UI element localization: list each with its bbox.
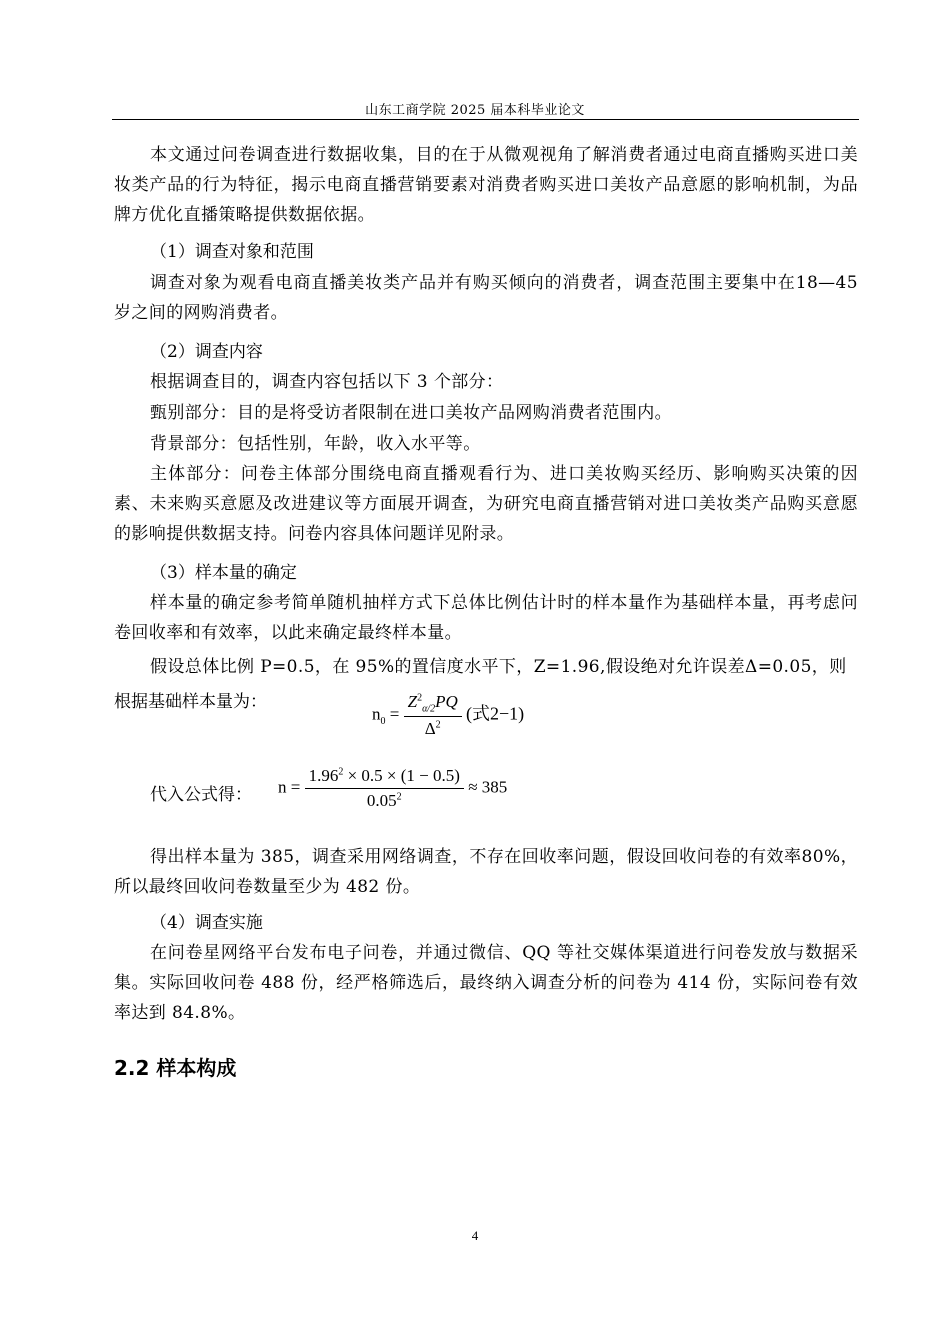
page-number: 4 — [471, 1228, 479, 1243]
formula2-lhs: n = — [278, 777, 301, 797]
formula2-intro: 代入公式得： — [150, 785, 252, 805]
paragraph-subjects: 调查对象为观看电商直播美妆类产品并有购买倾向的消费者，调查范围主要集中在18—45 岁之间的网购消费者。 — [114, 273, 858, 323]
paragraph-sample-size: 样本量的确定参考简单随机抽样方式下总体比例估计时的样本量作为基础样本量，再考虑问卷回收率和有效率，以此来确定最终样本量。 — [114, 593, 858, 643]
formula1-lhs-sub: 0 — [380, 716, 386, 727]
header-rule — [112, 119, 859, 120]
paragraph-background: 背景部分：包括性别，年龄，收入水平等。 — [150, 434, 481, 454]
formula1-fraction — [404, 692, 462, 739]
formula1-delta: Δ — [424, 719, 436, 739]
running-header: 山东工商学院 2025 届本科毕业论文 — [365, 103, 585, 118]
formula2-005-sup: 2 — [396, 791, 402, 803]
paragraph-intro: 本文通过问卷调查进行数据收集，目的在于从微观视角了解消费者通过电商直播购买进口美妆类产品的行为特征，揭示电商直播营销要素对消费者购买进口美妆产品意愿的影响机制，为品牌方优化直播策略提供数据依据。 — [114, 145, 858, 225]
subheading-content: （2）调查内容 — [150, 342, 263, 362]
formula1-z: Z — [407, 692, 418, 711]
paragraph-content-intro: 根据调查目的，调查内容包括以下 3 个部分： — [150, 372, 504, 392]
subheading-subjects: （1）调查对象和范围 — [150, 242, 314, 262]
formula1-lhs: n — [372, 704, 381, 724]
paragraph-assumption: 假设总体比例 P=0.5，在 95%的置信度水平下，Z=1.96,假设绝对允许误差Δ=0.05，则 — [150, 657, 847, 677]
paragraph-assumption-cont: 根据基础样本量为： — [114, 692, 267, 712]
formula1-delta-sup: 2 — [435, 719, 441, 731]
paragraph-screening: 甄别部分：目的是将受访者限制在进口美妆产品网购消费者范围内。 — [150, 403, 672, 423]
paragraph-result: 得出样本量为 385，调查采用网络调查，不存在回收率问题，假设回收问卷的有效率80%，所以最终回收问卷数量至少为 482 份。 — [114, 847, 858, 897]
paragraph-main-body: 主体部分：问卷主体部分围绕电商直播观看行为、进口美妆购买经历、影响购买决策的因素、未来购买意愿及改进建议等方面展开调查，为研究电商直播营销对进口美妆类产品购买意愿的影响提供数据支持。问卷内容具体问题详见附录。 — [114, 464, 858, 544]
formula2-196-sup: 2 — [338, 766, 344, 778]
subheading-sample-size: （3）样本量的确定 — [150, 563, 297, 583]
subheading-implementation: （4）调查实施 — [150, 913, 263, 933]
paragraph-implementation: 在问卷星网络平台发布电子问卷，并通过微信、QQ 等社交媒体渠道进行问卷发放与数据采集。实际回收问卷 488 份，经严格筛选后，最终纳入调查分析的问卷为 414 份，实际问卷有效率达到 84.8%。 — [114, 943, 858, 1023]
formula2-005: 0.05 — [366, 791, 397, 810]
formula1-pq: PQ — [435, 692, 458, 711]
section-heading: 2.2 样本构成 — [114, 1056, 237, 1080]
formula-substitution — [278, 766, 507, 811]
formula1-eq: = — [389, 704, 400, 724]
formula1-z-sup: 2 — [417, 692, 423, 704]
formula1-label: (式2−1) — [466, 703, 525, 724]
formula2-fraction — [305, 766, 464, 811]
formula2-num-rest: × 0.5 × (1 − 0.5) — [343, 766, 460, 785]
formula2-result: ≈ 385 — [468, 777, 508, 797]
formula-sample-size — [372, 692, 524, 739]
formula1-z-sub: α/2 — [422, 703, 436, 715]
formula2-196: 1.96 — [308, 766, 339, 785]
